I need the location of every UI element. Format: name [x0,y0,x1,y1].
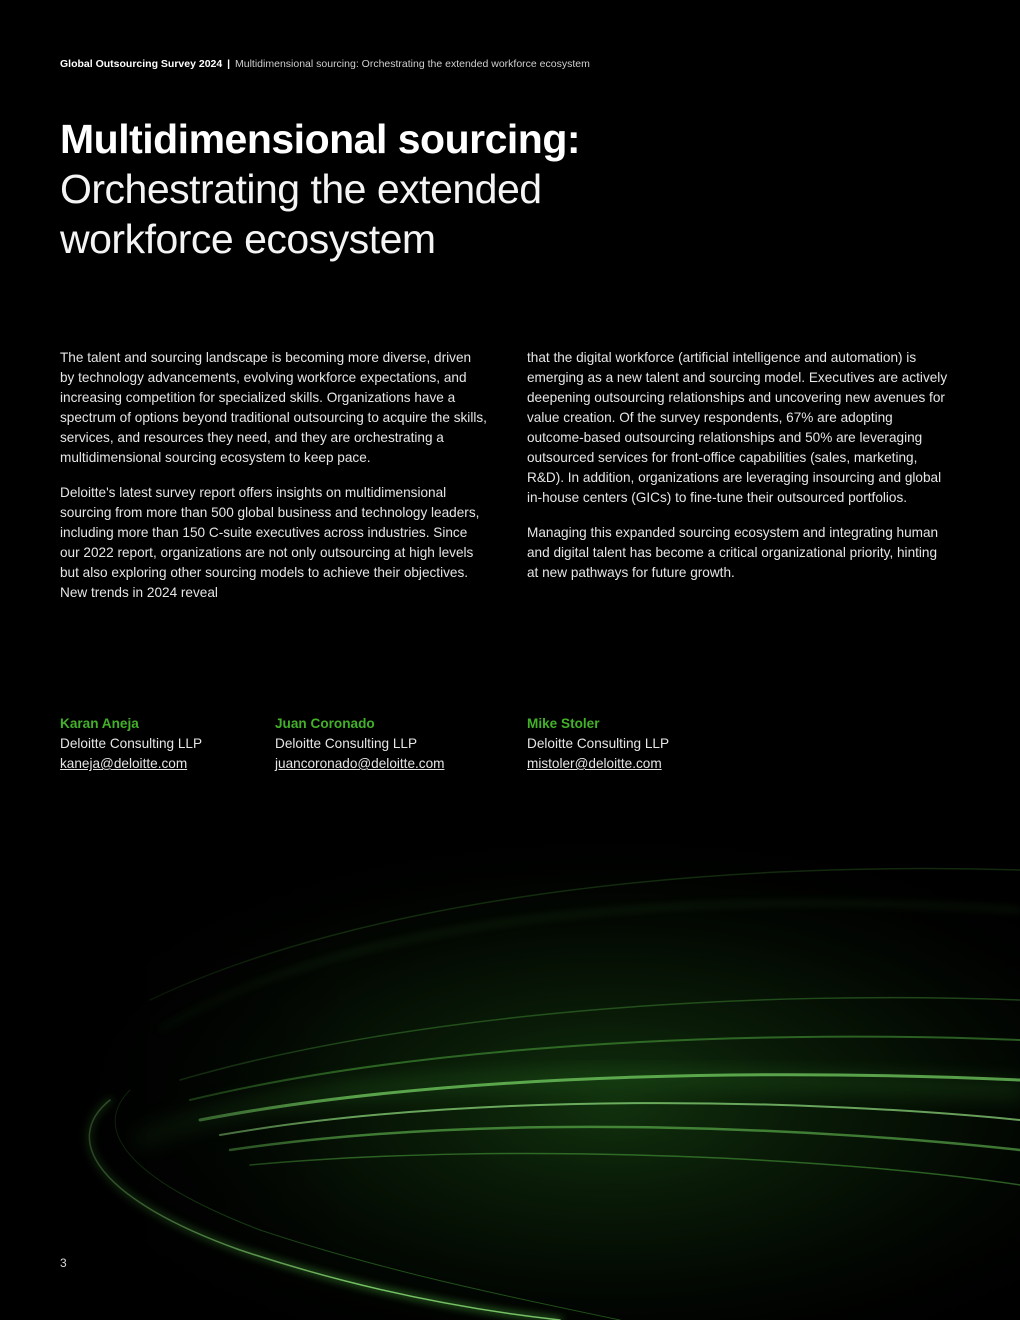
author-email-link[interactable]: juancoronado@deloitte.com [275,756,445,771]
body-column-left [60,348,488,618]
header-separator: | [227,58,231,70]
page-title-bold: Multidimensional sourcing: [60,116,581,162]
report-title: Global Outsourcing Survey 2024 [60,58,223,70]
author-firm: Deloitte Consulting LLP [527,736,670,751]
body-column-right [527,348,951,598]
page-title-line-3: workforce ecosystem [60,216,436,262]
body-paragraph: The talent and sourcing landscape is becoming more diverse, driven by technology advancements, evolving workforce expectations, and increasing competition for specialized skills. Organizations have a spectrum of options beyond traditional outsourcing to acquire the skills, services, and resources they need, and they are orchestrating a multidimensional sourcing ecosystem to keep pace. [60,350,487,465]
author-card [275,714,444,774]
green-light-streaks-image [0,840,1020,1320]
section-subtitle: Multidimensional sourcing: Orchestrating the extended workforce ecosystem [235,58,590,70]
author-card [60,714,202,774]
page-title [60,114,680,264]
author-name: Juan Coronado [275,716,375,731]
body-paragraph: Deloitte's latest survey report offers insights on multidimensional sourcing from more than 500 global business and technology leaders, including more than 150 C-suite executives across industries. Since our 2022 report, organizations are not only outsourcing at high levels but also exploring other sourcing models to achieve their objectives. New trends in 2024 reveal [60,485,480,600]
author-email-link[interactable]: kaneja@deloitte.com [60,756,188,771]
page-number: 3 [60,1256,67,1270]
running-header [60,58,590,70]
author-firm: Deloitte Consulting LLP [60,736,203,751]
author-firm: Deloitte Consulting LLP [275,736,418,751]
author-name: Mike Stoler [527,716,600,731]
author-contacts [0,714,1020,784]
page-title-line-2: Orchestrating the extended [60,166,542,212]
author-card [527,714,669,774]
author-email-link[interactable]: mistoler@deloitte.com [527,756,662,771]
body-paragraph: that the digital workforce (artificial intelligence and automation) is emerging as a new talent and sourcing model. Executives are actively deepening outsourcing relationships and uncovering new avenues for value creation. Of the survey respondents, 67% are adopting outcome-based outsourcing relationships and 50% are leveraging outsourced services for front-office capabilities (sales, marketing, R&D). In addition, organizations are leveraging insourcing and global in-house centers (GICs) to fine-tune their outsourced portfolios. [527,350,948,505]
body-paragraph: Managing this expanded sourcing ecosystem and integrating human and digital talent has become a critical organizational priority, hinting at new pathways for future growth. [527,525,939,580]
author-name: Karan Aneja [60,716,139,731]
